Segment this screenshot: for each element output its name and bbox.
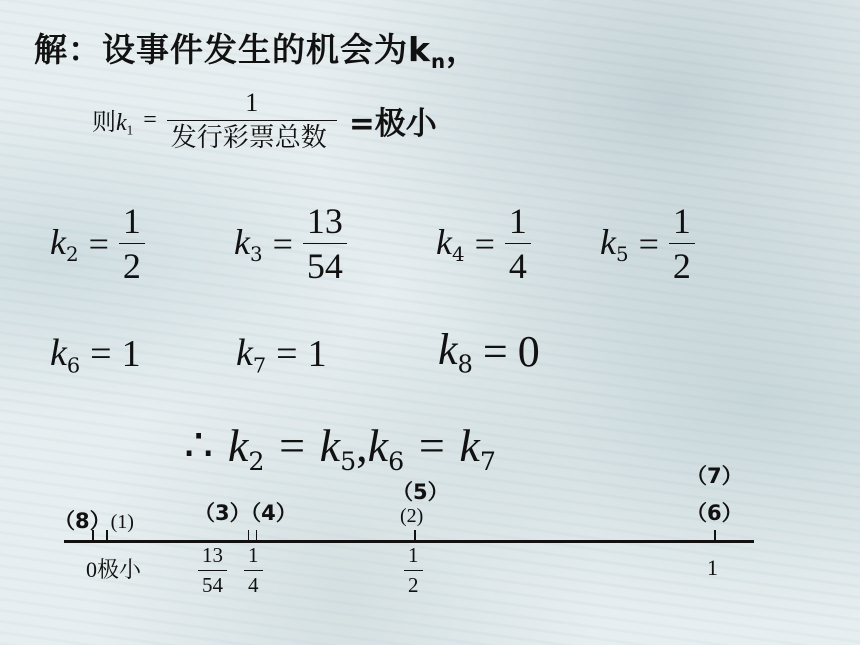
label-8-1: （8）(1) (54, 509, 134, 533)
label-zero: 0极小 (86, 557, 142, 582)
label-1-4: $\frac{1}{4}$ (244, 545, 263, 596)
k3-equation: $k_3$ = $\frac{13}{54}$ (234, 203, 347, 284)
heading-punct: ， (446, 30, 481, 69)
label-3-4: （3）（4） (194, 501, 297, 525)
heading-text: 解：设事件发生的机会为 (34, 30, 408, 69)
heading-var: k (408, 30, 431, 69)
heading (34, 24, 480, 73)
label-1-2: $\frac{1}{2}$ (404, 545, 423, 596)
label-13-54: $\frac{13}{54}$ (198, 545, 227, 596)
k1-fraction (167, 90, 337, 151)
label-6: （6） (686, 501, 743, 525)
tick-1-4 (256, 530, 257, 540)
label-2: (2) (400, 505, 424, 527)
k5-equation: $k_5$ = $\frac{1}{2}$ (600, 203, 695, 284)
k4-fraction: $\frac{1}{4}$ (505, 203, 531, 284)
k4-equation: $k_4$ = $\frac{1}{4}$ (436, 203, 531, 284)
conclusion: ∴ $k_2 = k_5,k_6 = k_7$ (184, 420, 496, 476)
k1-numerator: 1 (245, 88, 259, 117)
k5-fraction: $\frac{1}{2}$ (669, 203, 695, 284)
k2-equation: $k_2$ = $\frac{1}{2}$ (50, 203, 145, 284)
k6-equation: $k_6$ = 1 (50, 332, 141, 378)
tick-one (714, 530, 716, 540)
k1-tail: =极小 (348, 106, 437, 142)
label-one: 1 (707, 555, 718, 580)
k2-fraction: $\frac{1}{2}$ (119, 203, 145, 284)
k1-equation (92, 90, 437, 151)
k8-equation: $k_8$ = 0 (438, 325, 540, 379)
label-7: （7） (686, 464, 743, 488)
k1-lead: 则$k_1$ (92, 110, 134, 138)
tick-1-2 (414, 530, 416, 540)
k1-denominator: 发行彩票总数 (167, 120, 337, 151)
label-5: （5） (392, 480, 449, 504)
tick-13-54 (248, 530, 249, 540)
k7-equation: $k_7$ = 1 (236, 332, 327, 378)
k3-fraction: $\frac{13}{54}$ (303, 203, 347, 284)
heading-sub: n (430, 49, 447, 73)
k1-equals: = (143, 107, 157, 133)
